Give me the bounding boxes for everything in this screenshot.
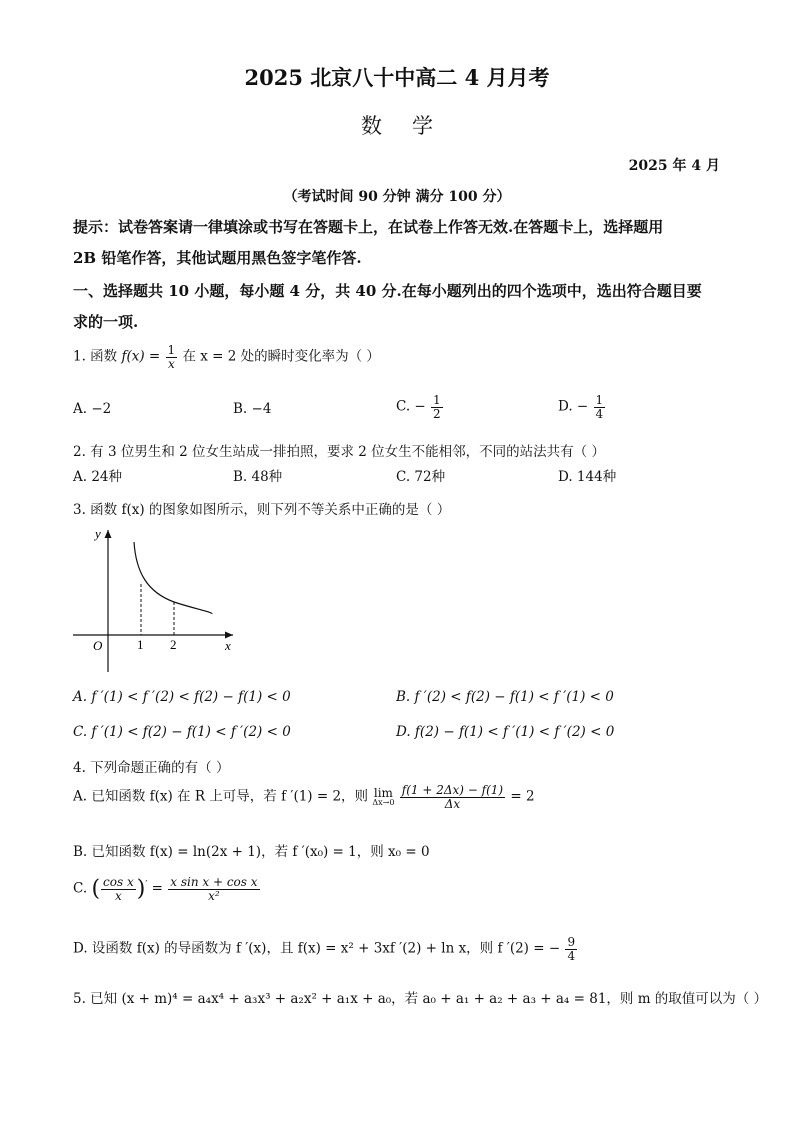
q1-option-c-fraction — [431, 394, 443, 420]
page-title: 2025 北京八十中高二 4 月月考 — [244, 65, 550, 90]
q4-option-c-fraction — [168, 876, 259, 902]
q1-function: f(x) = — [121, 348, 161, 365]
q2-option-a: A. 24种 — [73, 469, 123, 485]
q1-option-b: B. −4 — [233, 401, 272, 417]
question-4-stem: 4. 下列命题正确的有（ ） — [73, 760, 230, 776]
q4-option-c-prefix: C. — [73, 880, 88, 897]
q3-function-graph — [65, 522, 245, 677]
question-1-stem — [73, 344, 380, 370]
q1-option-d-fraction — [594, 394, 606, 420]
q1-option-d-num: 1 — [595, 393, 604, 407]
q1-suffix: 在 x = 2 处的瞬时变化率为（ ） — [182, 348, 380, 365]
q4-option-a-lim-text: lim — [373, 786, 393, 801]
q4-option-c-right-paren: ) — [136, 876, 146, 902]
q4-option-d — [73, 936, 578, 962]
q1-prefix: 1. 函数 — [73, 348, 118, 365]
question-5-stem: 5. 已知 (x + m)⁴ = a₄x⁴ + a₃x³ + a₂x² + a₁x + a₀，若 a₀ + a₁ + a₂ + a₃ + a₄ = 81，则 m 的取值可以为（ ） — [73, 991, 768, 1007]
q1-frac-den: x — [167, 356, 175, 371]
function-curve — [134, 542, 212, 614]
q3-option-d: D. f(2) − f(1) < f ′(1) < f ′(2) < 0 — [396, 724, 615, 740]
q4-option-c-prime: ′ — [145, 880, 148, 891]
q1-option-d — [558, 394, 606, 420]
q4-option-d-fraction — [565, 936, 577, 962]
q2-option-d: D. 144种 — [558, 469, 617, 485]
q4-option-c-num: x sin x + cos x — [170, 875, 258, 889]
q4-option-d-num: 9 — [567, 935, 576, 949]
q1-option-d-prefix: D. − — [558, 398, 589, 415]
y-axis-label: y — [95, 526, 101, 541]
q4-option-a-den: Δx — [444, 796, 461, 811]
q4-option-a-prefix: A. 已知函数 f(x) 在 R 上可导，若 f ′(1) = 2，则 — [73, 788, 369, 805]
q1-option-c — [396, 394, 444, 420]
q4-option-b: B. 已知函数 f(x) = ln(2x + 1)，若 f ′(x₀) = 1，则 x₀ = 0 — [73, 844, 430, 860]
exam-date: 2025 年 4 月 — [628, 158, 720, 174]
q1-option-d-den: 4 — [595, 406, 604, 421]
instructions-line-2: 2B 铅笔作答，其他试题用黑色签字笔作答. — [73, 249, 362, 267]
q2-option-c: C. 72种 — [396, 469, 446, 485]
question-3-stem: 3. 函数 f(x) 的图象如图所示，则下列不等关系中正确的是（ ） — [73, 502, 451, 518]
origin-label: O — [93, 638, 103, 653]
q3-option-c: C. f ′(1) < f(2) − f(1) < f ′(2) < 0 — [73, 724, 291, 740]
q1-option-c-num: 1 — [433, 393, 441, 407]
instructions-line-1: 提示：试卷答案请一律填涂或书写在答题卡上，在试卷上作答无效.在答题卡上，选择题用 — [73, 218, 664, 236]
q1-fraction — [166, 344, 178, 370]
q1-option-c-den: 2 — [433, 406, 441, 421]
exam-time-info: （考试时间 90 分钟 满分 100 分） — [283, 189, 511, 205]
q4-option-a-lim-sub: Δx→0 — [372, 798, 395, 808]
x-axis-label: x — [225, 638, 231, 653]
q3-option-b: B. f ′(2) < f(2) − f(1) < f ′(1) < 0 — [396, 689, 614, 705]
q4-option-c-inner-fraction — [101, 876, 136, 902]
q1-option-a: A. −2 — [73, 401, 112, 417]
q4-option-a-suffix: = 2 — [510, 788, 535, 805]
section-heading-line-2: 求的一项. — [73, 313, 139, 331]
y-axis-arrow-icon — [105, 530, 112, 538]
q1-frac-num: 1 — [167, 343, 176, 357]
q4-option-a-num: f(1 + 2Δx) − f(1) — [401, 783, 504, 797]
section-heading-line-1: 一、选择题共 10 小题，每小题 4 分，共 40 分.在每小题列出的四个选项中，选出符合题目要 — [73, 282, 702, 300]
q4-option-d-prefix: D. 设函数 f(x) 的导函数为 f ′(x)，且 f(x) = x² + 3xf ′(2) + ln x，则 f ′(2) = − — [73, 940, 561, 957]
q4-option-c-equals: = — [151, 880, 163, 897]
tick-label-2: 2 — [170, 637, 177, 652]
q4-option-c-left-paren: ( — [91, 876, 101, 902]
q4-option-c-den: x² — [208, 888, 220, 903]
q4-option-c-inner-num: cos x — [103, 875, 134, 889]
q4-option-c — [73, 876, 261, 902]
tick-label-1: 1 — [137, 637, 144, 652]
q4-option-a-limit — [372, 787, 394, 807]
subject-heading: 数学 — [361, 114, 463, 138]
q1-option-c-prefix: C. − — [396, 398, 426, 415]
q4-option-a — [73, 784, 535, 810]
q3-option-a: A. f ′(1) < f ′(2) < f(2) − f(1) < 0 — [73, 689, 291, 705]
q4-option-a-fraction — [400, 784, 505, 810]
q4-option-d-den: 4 — [567, 948, 576, 963]
question-2-stem: 2. 有 3 位男生和 2 位女生站成一排拍照，要求 2 位女生不能相邻，不同的站法共有（ ） — [73, 444, 605, 460]
q2-option-b: B. 48种 — [233, 469, 283, 485]
q4-option-c-inner-den: x — [114, 888, 122, 903]
